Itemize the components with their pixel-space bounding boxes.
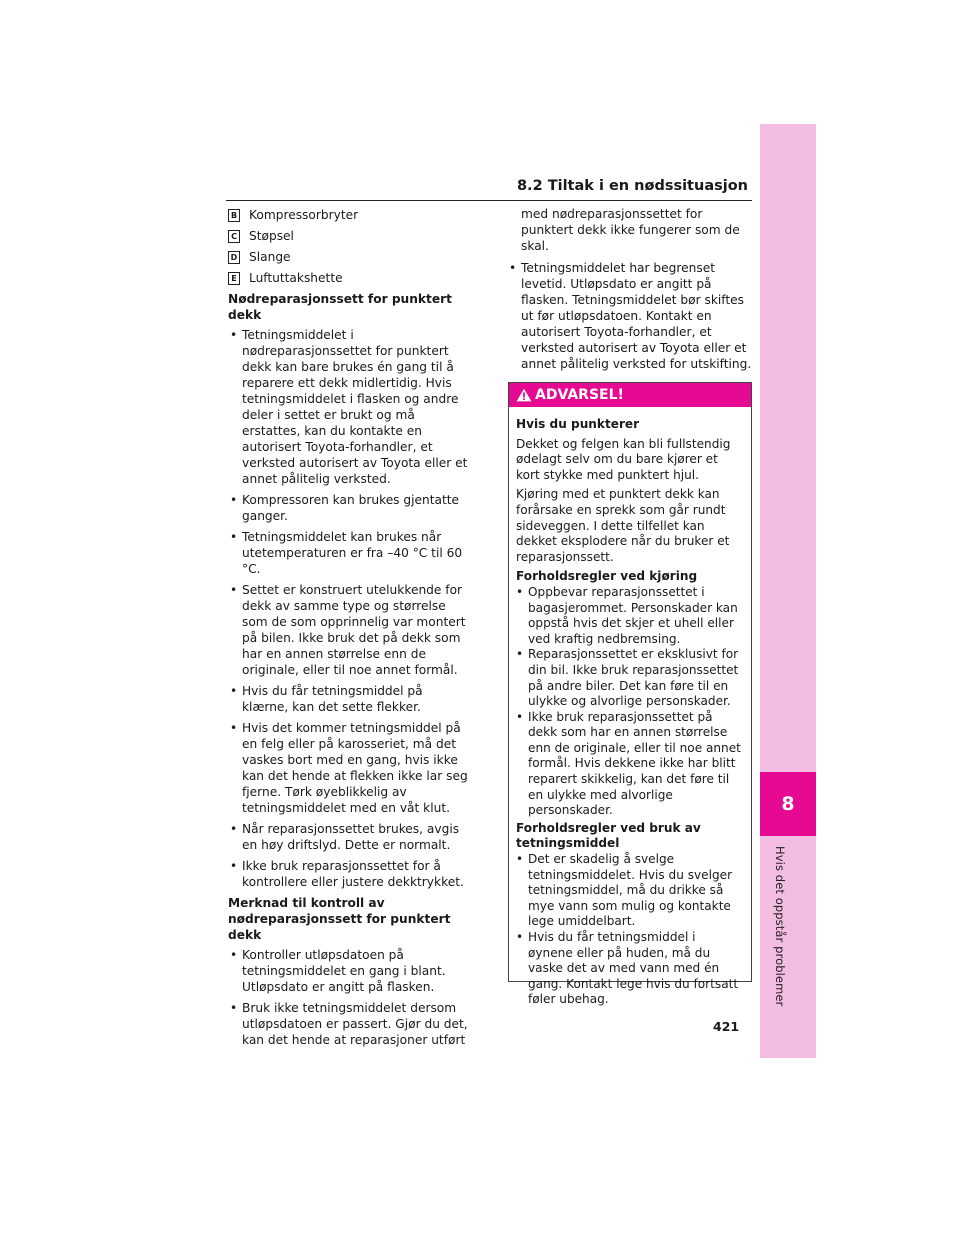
bullet-text: Det er skadelig å svelge tetningsmiddelet. Hvis du svelger tetningsmiddel, må du drikke så mye vann som mulig og kontakte lege umiddelbart.	[528, 852, 733, 929]
warning-box	[508, 382, 752, 1007]
bullet-text: Hvis du får tetningsmiddel i øynene eller på huden, må du vaske det av med vann med én gang. Kontakt lege hvis du fortsatt føler ubehag.	[528, 930, 739, 1007]
warning-heading: Hvis du punkterer	[516, 417, 640, 431]
list-item: • Hvis du får tetningsmiddel på klærne, kan det sette flekker.	[228, 683, 468, 715]
list-item: • Tetningsmiddelet har begrenset levetid. Utløpsdato er angitt på flasken. Tetningsmiddelet bør skiftes ut før utløpsdatoen. Kontakt en autorisert Toyota-forhandler, et verksted autorisert av Toyota eller et annet pålitelig verksted for utskifting.	[509, 261, 752, 371]
list-item: • Ikke bruk reparasjonssettet for å kontrollere eller justere dekktrykket.	[228, 858, 468, 890]
bullet-text: Settet er konstruert utelukkende for dekk av samme type og størrelse som de som opprinnelig var montert på bilen. Ikke bruk det på dekk som har en annen størrelse enn de originale, eller til noe annet formål.	[242, 583, 466, 677]
warning-triangle-icon	[516, 388, 532, 402]
bullet-text: Tetningsmiddelet kan brukes når utetemperaturen er fra –40 °C til 60 °C.	[242, 530, 463, 576]
warning-paragraph: Kjøring med et punktert dekk kan forårsake en sprekk som går rundt sideveggen. I dette tilfellet kan dekket eksplodere når du bruker et reparasjonssett.	[516, 487, 730, 564]
bullet-text: Tetningsmiddelet i nødreparasjonssettet for punktert dekk kan bare brukes én gang til å reparere ett dekk midlertidig. Hvis tetningsmiddelet i flasken og andre deler i settet er brukt og må erstattes, kan du kontakte en autorisert Toyota-forhandler, et verksted autorisert av Toyota eller et annet pålitelig verksted.	[242, 328, 468, 486]
section-title: 8.2 Tiltak i en nødssituasjon	[516, 178, 748, 194]
bullet-text: Bruk ikke tetningsmiddelet dersom utløpsdatoen er passert. Gjør du det, kan det hende at reparasjoner utført	[242, 1001, 468, 1047]
list-item: • Settet er konstruert utelukkende for dekk av samme type og størrelse som de som opprinnelig var montert på bilen. Ikke bruk det på dekk som har en annen størrelse enn de originale, eller til noe annet formål.	[228, 582, 468, 678]
bullet-text: Ikke bruk reparasjonssettet for å kontrollere eller justere dekktrykket.	[242, 859, 464, 889]
legend-badge: C	[228, 230, 240, 243]
legend-label: Luftuttakshette	[249, 271, 343, 285]
bullet-text: Hvis du får tetningsmiddel på klærne, kan det sette flekker.	[242, 684, 423, 714]
bullet-text: Oppbevar reparasjonssettet i bagasjerommet. Personskader kan oppstå hvis det skjer et uhell eller ved kraftig nedbremsing.	[528, 584, 738, 646]
chapter-title: Hvis det oppstår problemer	[773, 846, 787, 1007]
legend-label: Slange	[249, 250, 291, 264]
bullet-text: Hvis det kommer tetningsmiddel på en felg eller på karosseriet, må det vaskes bort med en gang, hvis ikke kan det hende at flekken ikke lar seg fjerne. Tørk øyeblikkelig av tetningsmiddelet med en våt klut.	[242, 721, 468, 815]
bullet-text: Reparasjonssettet er eksklusivt for din bil. Ikke bruk reparasjonssettet på andre biler. Det kan føre til en ulykke og alvorlige personskader.	[528, 647, 739, 709]
legend-item	[228, 207, 468, 223]
list-item: • Ikke bruk reparasjonssettet på dekk som har en annen størrelse enn de originale, eller til noe annet formål. Hvis dekkene ikke har blitt reparert skikkelig, kan det føre til en ulykke med alvorlige personskader.	[516, 710, 744, 819]
legend-badge: D	[228, 251, 240, 264]
list-item: • Hvis det kommer tetningsmiddel på en felg eller på karosseriet, må det vaskes bort med en gang, hvis ikke kan det hende at flekken ikke lar seg fjerne. Tørk øyeblikkelig av tetningsmiddelet med en våt klut.	[230, 721, 468, 815]
bullet-text: Kompressoren kan brukes gjentatte ganger.	[242, 493, 460, 523]
chapter-number-box: 8	[760, 772, 816, 836]
list-item: • Når reparasjonssettet brukes, avgis en høy driftslyd. Dette er normalt.	[228, 821, 468, 853]
list-item: • Tetningsmiddelet kan brukes når utetemperaturen er fra –40 °C til 60 °C.	[228, 529, 468, 577]
legend-item	[228, 270, 468, 286]
list-item: • Bruk ikke tetningsmiddelet dersom utløpsdatoen er passert. Gjør du det, kan det hende at reparasjoner utført	[230, 1001, 468, 1047]
list-item: • Det er skadelig å svelge tetningsmiddelet. Hvis du svelger tetningsmiddel, må du drikke så mye vann som mulig og kontakte lege umiddelbart.	[516, 852, 744, 930]
list-item: • Kompressoren kan brukes gjentatte ganger.	[228, 492, 468, 524]
list-item: • Reparasjonssettet er eksklusivt for din bil. Ikke bruk reparasjonssettet på andre biler. Det kan føre til en ulykke og alvorlige personskader.	[516, 647, 744, 709]
legend-label: Støpsel	[249, 229, 294, 243]
legend-label: Kompressorbryter	[249, 208, 359, 222]
page-number: 421	[713, 1019, 740, 1034]
header-divider	[226, 200, 752, 201]
right-column	[507, 206, 752, 377]
section-heading: Nødreparasjonssett for punktert dekk	[228, 292, 452, 322]
continued-text: med nødreparasjonssettet for punktert dekk ikke fungerer som de skal.	[521, 207, 740, 253]
bullet-text: Når reparasjonssettet brukes, avgis en høy driftslyd. Dette er normalt.	[242, 822, 460, 852]
warning-header	[509, 383, 751, 407]
list-item: • Tetningsmiddelet i nødreparasjonssettet for punktert dekk kan bare brukes én gang til å reparere ett dekk midlertidig. Hvis tetningsmiddelet i flasken og andre deler i settet er brukt og må erstattes, kan du kontakte en autorisert Toyota-forhandler, et verksted autorisert av Toyota eller et annet pålitelig verksted.	[230, 328, 468, 486]
legend-item	[228, 249, 468, 265]
section-heading: Merknad til kontroll av nødreparasjonssett for punktert dekk	[228, 896, 451, 942]
bullet-text: Ikke bruk reparasjonssettet på dekk som har en annen størrelse enn de originale, eller til noe annet formål. Hvis dekkene ikke har blitt reparert skikkelig, kan det føre til en ulykke med alvorlige personskader.	[528, 709, 741, 818]
warning-title: ADVARSEL!	[535, 387, 624, 403]
legend-badge: B	[228, 209, 240, 222]
warning-heading: Forholdsregler ved bruk av tetningsmiddel	[516, 820, 701, 851]
warning-paragraph: Dekket og felgen kan bli fullstendig ødelagt selv om du bare kjører et kort stykke med punktert hjul.	[516, 436, 731, 482]
warning-body	[509, 407, 751, 1008]
warning-heading: Forholdsregler ved kjøring	[516, 569, 698, 584]
bullet-text: Tetningsmiddelet har begrenset levetid. Utløpsdato er angitt på flasken. Tetningsmiddelet bør skiftes ut før utløpsdatoen. Kontakt en autorisert Toyota-forhandler, et verksted autorisert av Toyota eller et annet pålitelig verksted for utskifting.	[521, 261, 752, 371]
left-column	[228, 206, 468, 1053]
bullet-text: Kontroller utløpsdatoen på tetningsmiddelet en gang i blant. Utløpsdato er angitt på flasken.	[242, 948, 446, 994]
list-item: • Kontroller utløpsdatoen på tetningsmiddelet en gang i blant. Utløpsdato er angitt på flasken.	[228, 947, 468, 995]
chapter-side-tab	[760, 124, 816, 1058]
legend-badge: E	[228, 272, 240, 285]
list-item: • Oppbevar reparasjonssettet i bagasjerommet. Personskader kan oppstå hvis det skjer et uhell eller ved kraftig nedbremsing.	[516, 585, 744, 647]
legend-item	[228, 228, 468, 244]
list-item: • Hvis du får tetningsmiddel i øynene eller på huden, må du vaske det av med vann med én gang. Kontakt lege hvis du fortsatt føler ubehag.	[516, 930, 744, 1008]
